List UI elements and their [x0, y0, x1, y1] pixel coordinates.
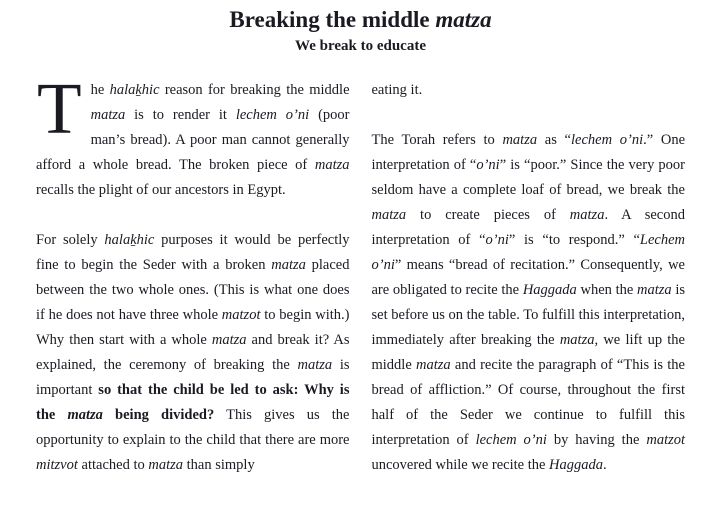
- right-column: [372, 78, 686, 478]
- page-subtitle: We break to educate: [295, 38, 426, 54]
- paragraph-dropcap: [36, 68, 350, 203]
- paragraph: The Torah refers to matza as “lechem o’ni.” One interpretation of “o’ni” is “poor.” Since the very poor seldom have a complete loaf of bread, we break the matza to create pieces of matza. A second interpretation of “o’ni” is “to respond.” “Lechem o’ni” means “bread of recitation.” Consequently, we are obligated to recite the Haggada when the matza is set before us on the table. To fulfill this interpretation, immediately after breaking the matza, we lift up the middle matza and recite the paragraph of “This is the bread of affliction.” Of course, throughout the first half of the Seder we continue to fulfill this interpretation of lechem o’ni by having the matzot uncovered while we recite the Haggada.: [371, 132, 686, 473]
- paragraph-continuation: eating it.: [371, 82, 423, 98]
- paragraph-text: he halaḵhic reason for breaking the middle matza is to render it lechem o’ni (poor man’s bread). A poor man cannot generally afford a whole bread. The broken piece of matza recalls the plight of our ancestors in Egypt.: [36, 82, 350, 198]
- paragraph: For solely halaḵhic purposes it would be perfectly fine to begin the Seder with a broken matza placed between the two whole ones. (This is what one does if he does not have three whole matzot to begin with.) Why then start with a whole matza and break it? As explained, the ceremony of breaking the matza is important so that the child be led to ask: Why is the matza being divided? This gives us the opportunity to explain to the child that there are more mitzvot attached to matza than simply: [36, 232, 350, 473]
- drop-cap: T: [37, 68, 82, 149]
- page-title: Breaking the middle matza: [229, 7, 492, 32]
- left-column: [36, 68, 350, 478]
- two-column-body: [36, 68, 686, 478]
